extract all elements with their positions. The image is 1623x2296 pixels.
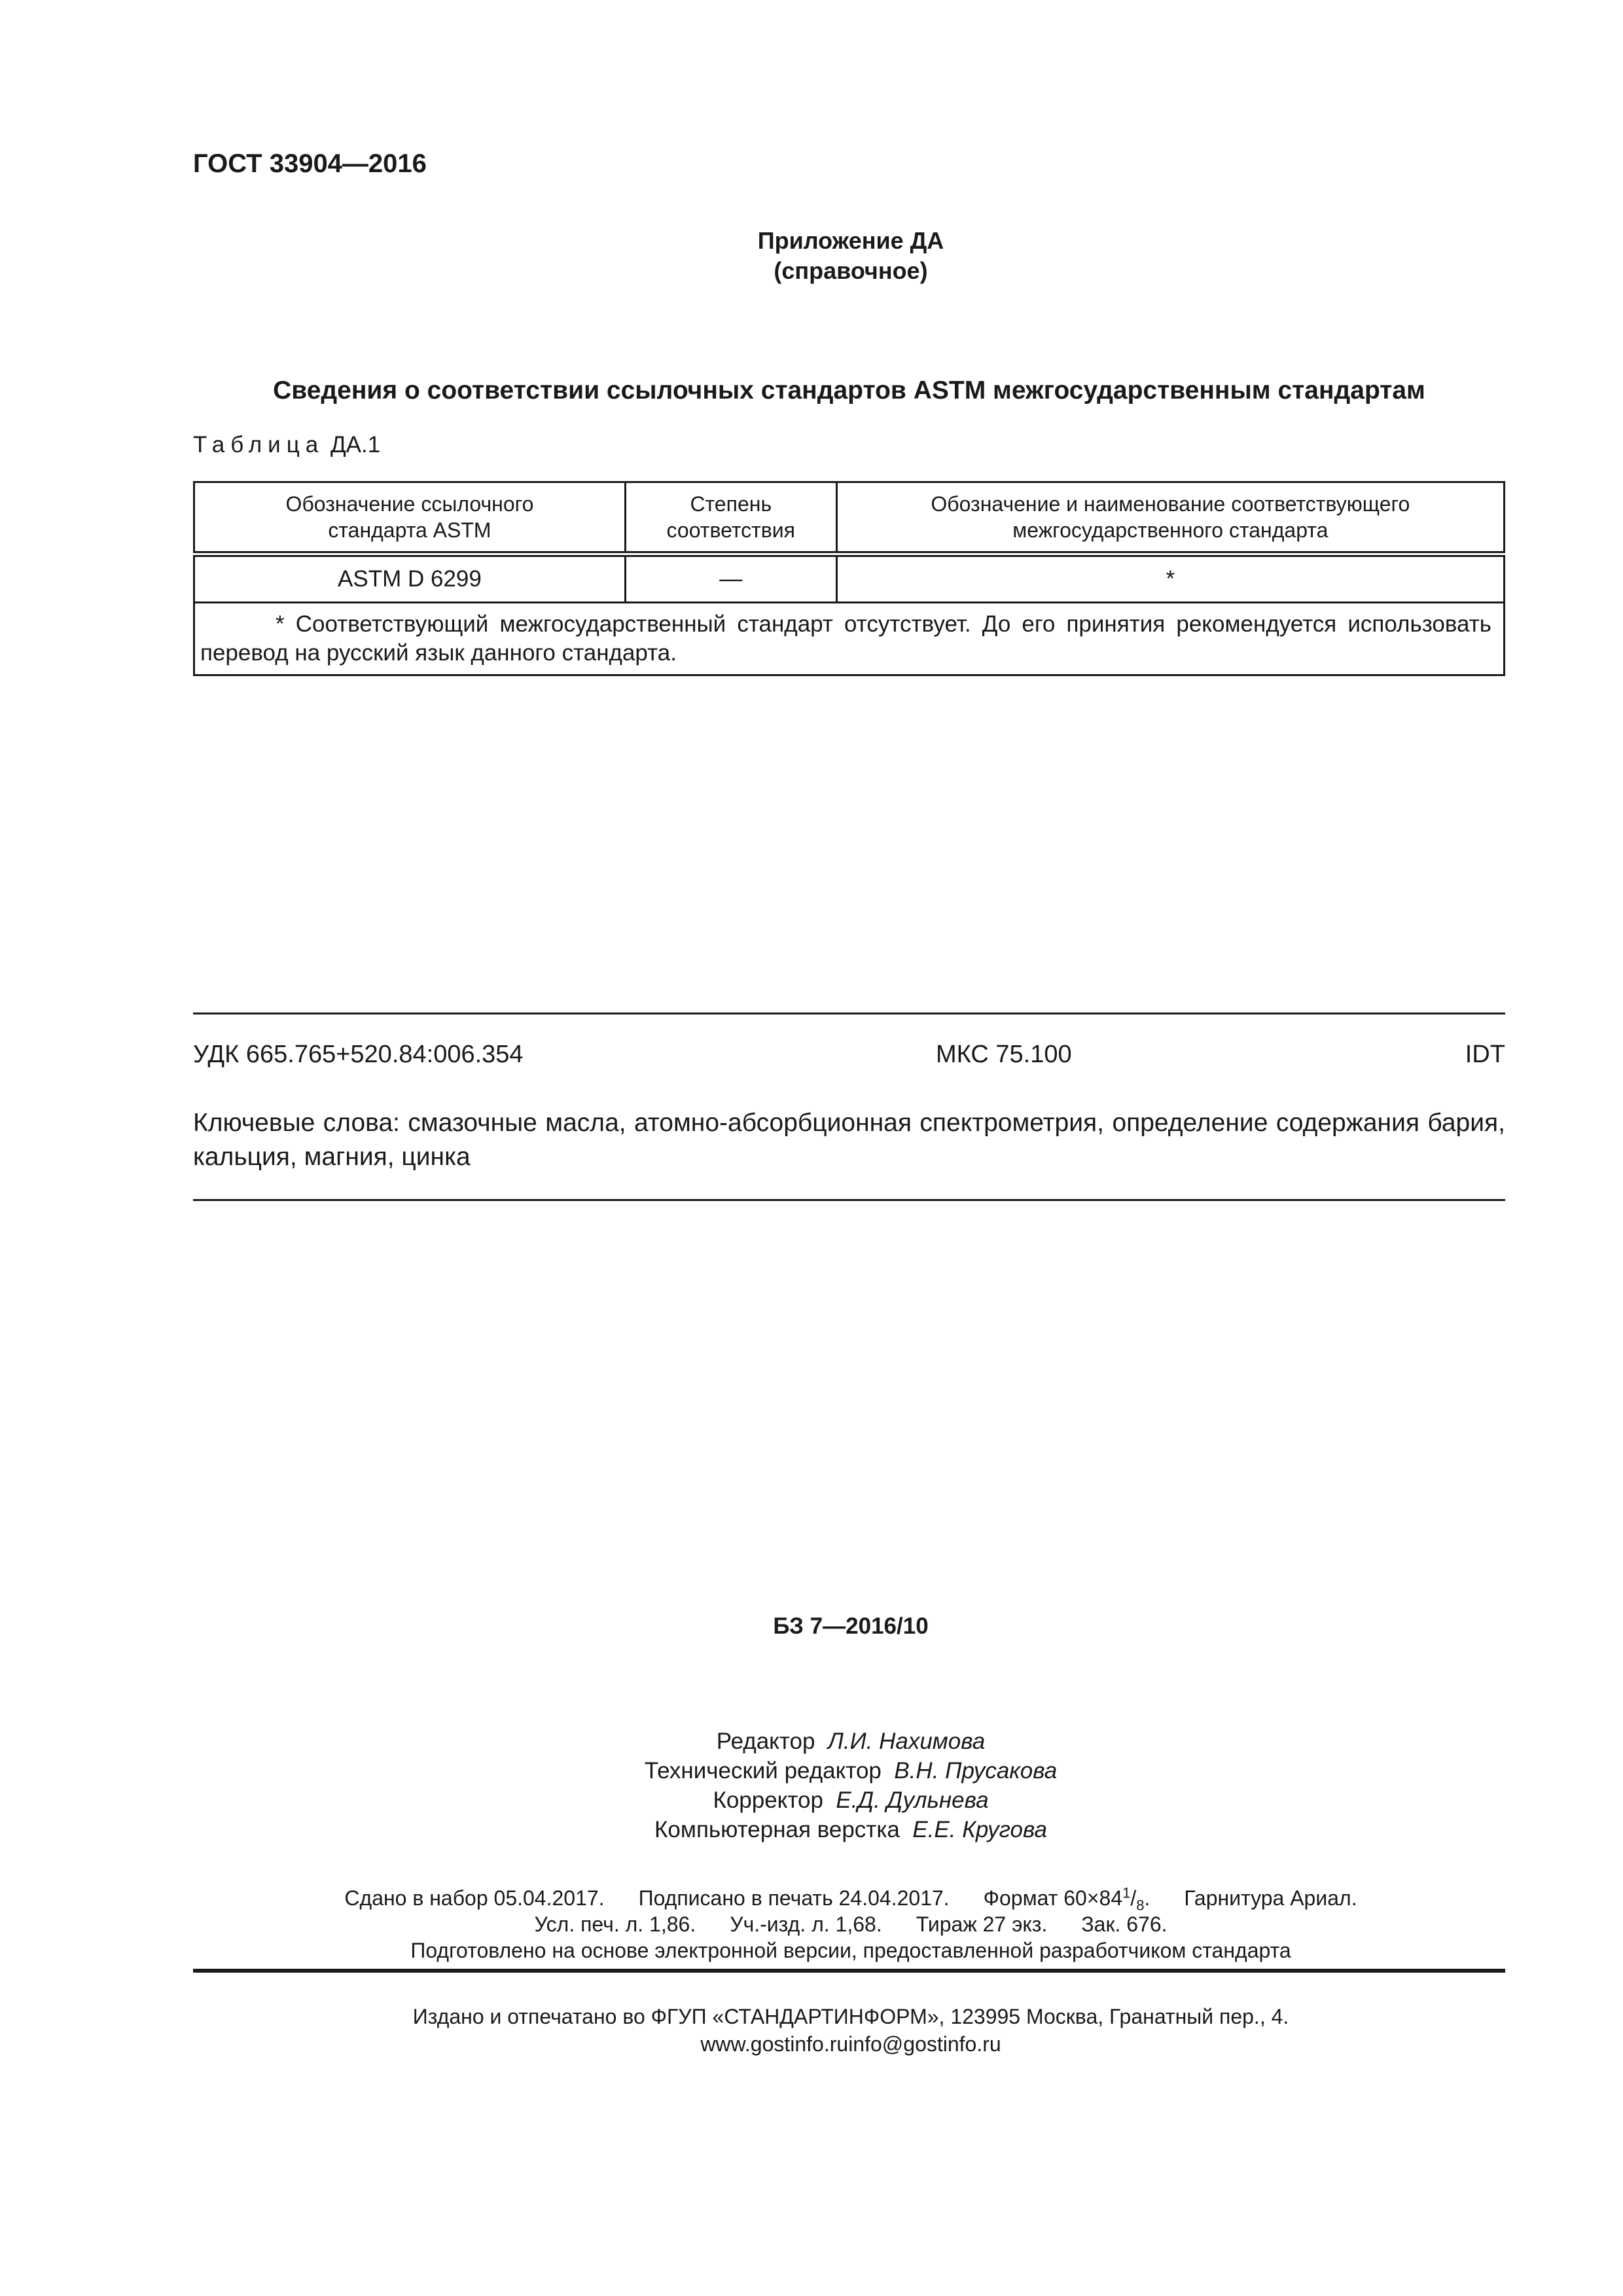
publisher-email[interactable]: info@gostinfo.ru bbox=[848, 2032, 1001, 2056]
header-degree-of-compliance: Степень соответствия bbox=[625, 482, 836, 554]
publisher-line: Издано и отпечатано во ФГУП «СТАНДАРТИНФОРМ», 123995 Москва, Гранатный пер., 4. bbox=[412, 2005, 1289, 2028]
publisher-website[interactable]: www.gostinfo.ru bbox=[700, 2032, 849, 2056]
table-header-row bbox=[194, 482, 1505, 554]
staff-technical-editor: Технический редактор В.Н. Прусакова bbox=[644, 1758, 1058, 1784]
table-caption-word: Таблица bbox=[193, 432, 325, 457]
header-interstate-standard: Обозначение и наименование соответствующего межгосударственного стандарта bbox=[836, 482, 1504, 554]
table-row bbox=[194, 554, 1505, 603]
table-footnote-row bbox=[194, 603, 1505, 675]
cell-interstate-standard: * bbox=[836, 554, 1504, 603]
mks-code: МКС 75.100 bbox=[936, 1041, 1072, 1068]
bz-number: БЗ 7—2016/10 bbox=[773, 1613, 929, 1639]
staff-list bbox=[0, 1727, 1623, 1844]
reference-table bbox=[193, 481, 1505, 676]
table-footnote: * Соответствующий межгосударственный стандарт отсутствует. До его принятия рекомендуется использовать перевод на русский язык данного стандарта. bbox=[194, 603, 1505, 675]
annex-subtitle: (справочное) bbox=[774, 257, 928, 284]
section-title: Сведения о соответствии ссылочных стандартов ASTM межгосударственным стандартам bbox=[273, 376, 1425, 404]
imprint bbox=[0, 1885, 1623, 1964]
staff-proofreader: Корректор Е.Д. Дульнева bbox=[713, 1787, 989, 1813]
divider-bottom bbox=[193, 1199, 1505, 1201]
publisher-contacts bbox=[0, 2030, 1623, 2058]
imprint-line-1: Сдано в набор 05.04.2017. Подписано в печать 24.04.2017. Формат $60\times 84^1/_8$. Гарнитура Ариал. bbox=[344, 1884, 1357, 1914]
annex-title: Приложение ДА bbox=[757, 227, 944, 254]
staff-editor: Редактор Л.И. Нахимова bbox=[716, 1729, 986, 1754]
header-astm-designation: Обозначение ссылочного стандарта ASTM bbox=[194, 482, 626, 554]
annex-heading bbox=[0, 226, 1623, 286]
idt-marker: IDT bbox=[1465, 1041, 1505, 1068]
document-code: ГОСТ 33904—2016 bbox=[193, 149, 427, 178]
cell-degree: — bbox=[625, 554, 836, 603]
imprint-line-3: Подготовлено на основе электронной версии, предоставленной разработчиком стандарта bbox=[410, 1939, 1291, 1962]
keywords: Ключевые слова: смазочные масла, атомно-абсорбционная спектрометрия, определение содержания бария, кальция, магния, цинка bbox=[193, 1109, 1505, 1171]
cell-astm-standard: ASTM D 6299 bbox=[194, 554, 626, 603]
table-caption bbox=[193, 432, 380, 458]
udk-code: УДК 665.765+520.84:006.354 bbox=[193, 1041, 524, 1068]
publisher-info bbox=[0, 2003, 1623, 2058]
classification-row bbox=[193, 1041, 1505, 1073]
table-caption-id: ДА.1 bbox=[330, 432, 381, 457]
staff-layout: Компьютерная верстка Е.Е. Кругова bbox=[654, 1817, 1047, 1842]
divider-top bbox=[193, 1013, 1505, 1014]
imprint-line-2: Усл. печ. л. 1,86. Уч.-изд. л. 1,68. Тираж 27 экз. Зак. 676. bbox=[534, 1912, 1168, 1936]
divider-thick bbox=[193, 1969, 1505, 1973]
